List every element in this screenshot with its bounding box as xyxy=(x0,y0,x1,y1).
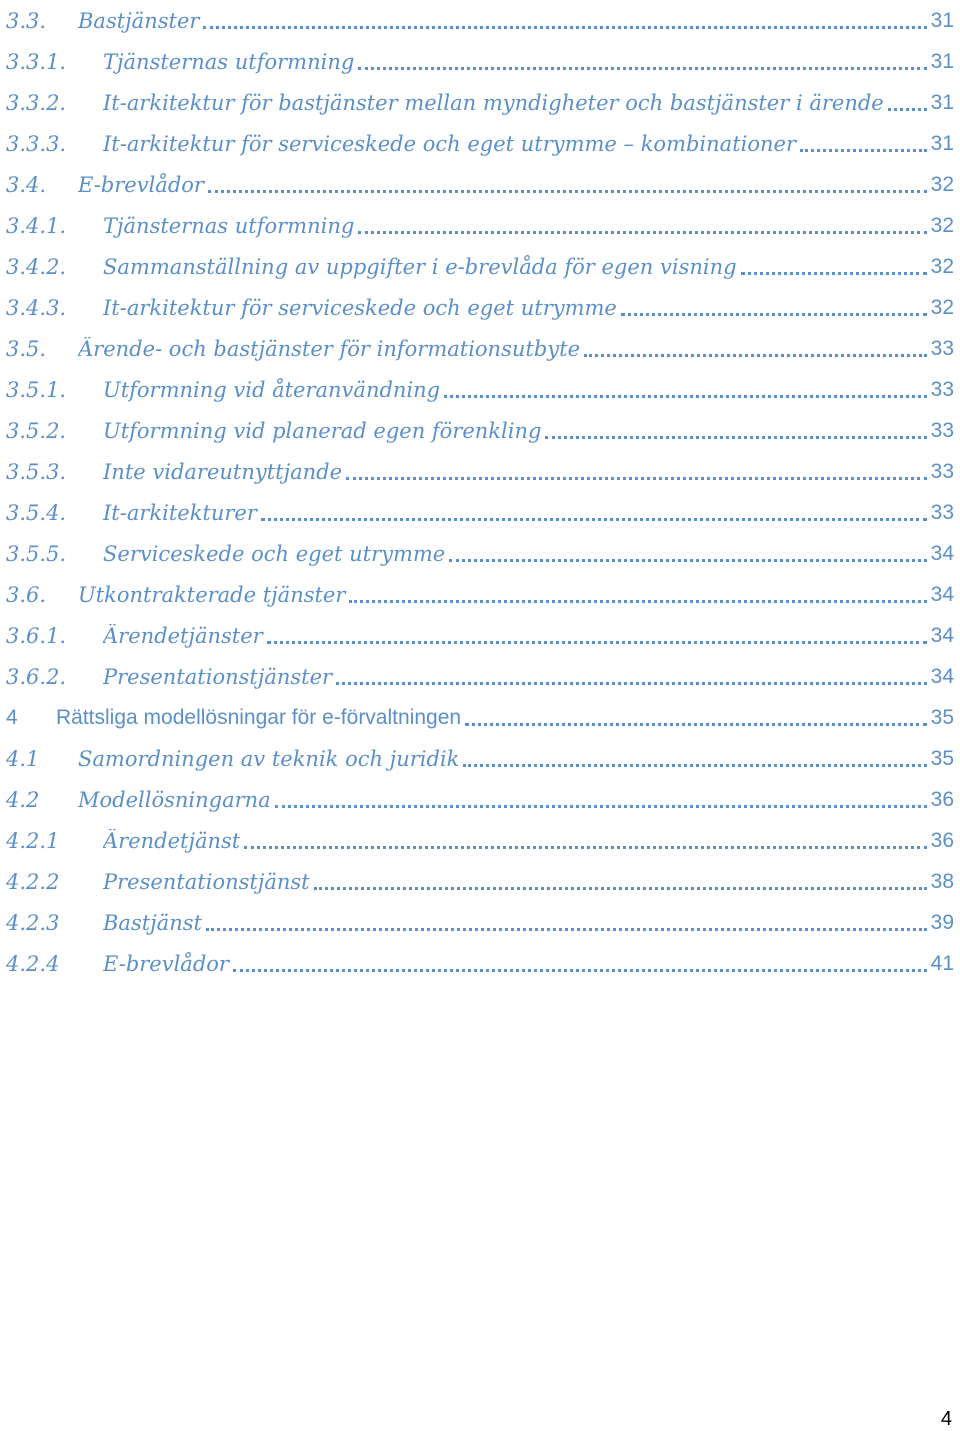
toc-entry-title: Presentationstjänst xyxy=(103,869,310,894)
toc-entry[interactable] xyxy=(6,0,954,41)
toc-entry[interactable] xyxy=(6,369,954,410)
dot-leader xyxy=(314,887,927,890)
toc-entry-number: 3.5.1. xyxy=(6,377,67,402)
toc-entry-page: 41 xyxy=(930,951,954,975)
toc-entry-title: E-brevlådor xyxy=(103,951,229,976)
dot-leader xyxy=(346,477,927,480)
dot-leader xyxy=(233,969,927,972)
toc-entry-number: 3.3.2. xyxy=(6,90,67,115)
dot-leader xyxy=(888,108,927,111)
toc-entry-title: Utformning vid återanvändning xyxy=(103,377,441,402)
dot-leader xyxy=(203,26,926,29)
toc-entry-page: 38 xyxy=(930,869,954,893)
toc-entry-page: 31 xyxy=(930,131,954,155)
toc-entry-page: 39 xyxy=(930,910,954,934)
toc-entry-number: 3.4.2. xyxy=(6,254,67,279)
toc-entry-number: 4.2.1 xyxy=(6,828,60,853)
toc-entry-page: 34 xyxy=(930,623,954,647)
toc-entry-number: 3.5. xyxy=(6,336,47,361)
dot-leader xyxy=(463,764,926,767)
toc-entry-number: 3.5.5. xyxy=(6,541,67,566)
toc-entry-number: 3.4.1. xyxy=(6,213,67,238)
toc-entry-title: Utformning vid planerad egen förenkling xyxy=(103,418,542,443)
toc-entry[interactable] xyxy=(6,410,954,451)
toc-entry-page: 31 xyxy=(930,8,954,32)
dot-leader xyxy=(545,436,926,439)
toc-entry-title: Presentationstjänster xyxy=(103,664,333,689)
toc-entry-page: 33 xyxy=(930,500,954,524)
toc-entry-page: 32 xyxy=(930,213,954,237)
toc-entry[interactable] xyxy=(6,779,954,820)
toc-entry[interactable] xyxy=(6,738,954,779)
toc-entry-number: 3.5.3. xyxy=(6,459,67,484)
toc-entry-title: Sammanställning av uppgifter i e-brevlåda för egen visning xyxy=(103,254,737,279)
toc-entry-title: It-arkitektur för serviceskede och eget utrymme xyxy=(103,295,617,320)
toc-entry-title: Tjänsternas utformning xyxy=(103,213,355,238)
dot-leader xyxy=(621,313,927,316)
toc-entry[interactable] xyxy=(6,861,954,902)
toc-entry-page: 36 xyxy=(930,787,954,811)
toc-entry-page: 32 xyxy=(930,172,954,196)
toc-entry-page: 32 xyxy=(930,254,954,278)
toc-entry-number: 4.2 xyxy=(6,787,40,812)
toc-entry-title: Bastjänster xyxy=(78,8,200,33)
dot-leader xyxy=(584,354,927,357)
dot-leader xyxy=(444,395,927,398)
toc-entry-page: 33 xyxy=(930,377,954,401)
toc-entry-title: Utkontrakterade tjänster xyxy=(78,582,346,607)
toc-entry[interactable] xyxy=(6,533,954,574)
dot-leader xyxy=(267,641,927,644)
toc-entry-number: 3.3. xyxy=(6,8,47,33)
toc-entry[interactable] xyxy=(6,123,954,164)
toc-entry-title: Ärendetjänst xyxy=(103,828,241,853)
toc-entry-number: 3.5.4. xyxy=(6,500,67,525)
toc-entry-title: Rättsliga modellösningar för e-förvaltningen xyxy=(56,705,462,729)
toc-entry-page: 31 xyxy=(930,49,954,73)
toc-entry-page: 34 xyxy=(930,541,954,565)
toc-entry-number: 4.2.2 xyxy=(6,869,60,894)
toc-entry-title: E-brevlådor xyxy=(78,172,204,197)
toc-entry[interactable] xyxy=(6,820,954,861)
toc-entry-title: It-arkitektur för serviceskede och eget utrymme – kombinationer xyxy=(103,131,796,156)
toc-entry-number: 3.3.3. xyxy=(6,131,67,156)
toc-entry[interactable] xyxy=(6,41,954,82)
toc-entry-number: 4.1 xyxy=(6,746,40,771)
toc-entry[interactable] xyxy=(6,164,954,205)
toc-entry[interactable] xyxy=(6,574,954,615)
toc-entry-title: It-arkitektur för bastjänster mellan myndigheter och bastjänster i ärende xyxy=(103,90,884,115)
toc-entry-title: Tjänsternas utformning xyxy=(103,49,355,74)
toc-entry-title: Inte vidareutnyttjande xyxy=(103,459,343,484)
toc-entry-page: 35 xyxy=(930,705,954,729)
dot-leader xyxy=(449,559,926,562)
toc-entry[interactable] xyxy=(6,246,954,287)
dot-leader xyxy=(206,928,927,931)
toc-entry-number: 3.3.1. xyxy=(6,49,67,74)
toc-entry-number: 3.6. xyxy=(6,582,47,607)
toc-entry[interactable] xyxy=(6,943,954,984)
toc-entry-number: 4.2.4 xyxy=(6,951,60,976)
toc-entry[interactable] xyxy=(6,328,954,369)
dot-leader xyxy=(800,149,927,152)
toc-entry-title: Ärendetjänster xyxy=(103,623,263,648)
dot-leader xyxy=(358,67,926,70)
toc-entry-number: 3.6.1. xyxy=(6,623,67,648)
toc-entry-page: 31 xyxy=(930,90,954,114)
page-number: 4 xyxy=(940,1408,952,1430)
toc-entry-page: 33 xyxy=(930,459,954,483)
toc-entry[interactable] xyxy=(6,492,954,533)
toc-entry-title: Modellösningarna xyxy=(78,787,271,812)
table-of-contents xyxy=(6,0,954,984)
dot-leader xyxy=(275,805,927,808)
toc-entry[interactable] xyxy=(6,656,954,697)
dot-leader xyxy=(336,682,927,685)
dot-leader xyxy=(244,846,926,849)
toc-entry-page: 32 xyxy=(930,295,954,319)
toc-entry-number: 3.5.2. xyxy=(6,418,67,443)
toc-entry[interactable] xyxy=(6,615,954,656)
toc-entry-number: 3.6.2. xyxy=(6,664,67,689)
toc-entry-title: Samordningen av teknik och juridik xyxy=(78,746,460,771)
toc-entry-number: 4 xyxy=(6,705,18,729)
toc-entry-title: It-arkitekturer xyxy=(103,500,257,525)
dot-leader xyxy=(208,190,927,193)
toc-entry-page: 36 xyxy=(930,828,954,852)
toc-entry-number: 4.2.3 xyxy=(6,910,60,935)
toc-entry-number: 3.4. xyxy=(6,172,47,197)
toc-entry-title: Serviceskede och eget utrymme xyxy=(103,541,446,566)
toc-entry-page: 34 xyxy=(930,582,954,606)
toc-entry-page: 33 xyxy=(930,336,954,360)
dot-leader xyxy=(349,600,926,603)
dot-leader xyxy=(465,723,927,726)
toc-entry[interactable] xyxy=(6,451,954,492)
toc-entry-title: Ärende- och bastjänster för informationsutbyte xyxy=(78,336,580,361)
dot-leader xyxy=(741,272,927,275)
toc-entry-page: 35 xyxy=(930,746,954,770)
toc-entry[interactable] xyxy=(6,902,954,943)
toc-entry[interactable] xyxy=(6,82,954,123)
toc-entry-title: Bastjänst xyxy=(103,910,202,935)
toc-chapter-entry[interactable] xyxy=(6,697,954,738)
dot-leader xyxy=(261,518,927,521)
toc-entry[interactable] xyxy=(6,287,954,328)
toc-entry[interactable] xyxy=(6,205,954,246)
toc-entry-page: 33 xyxy=(930,418,954,442)
toc-entry-number: 3.4.3. xyxy=(6,295,67,320)
dot-leader xyxy=(358,231,926,234)
toc-entry-page: 34 xyxy=(930,664,954,688)
